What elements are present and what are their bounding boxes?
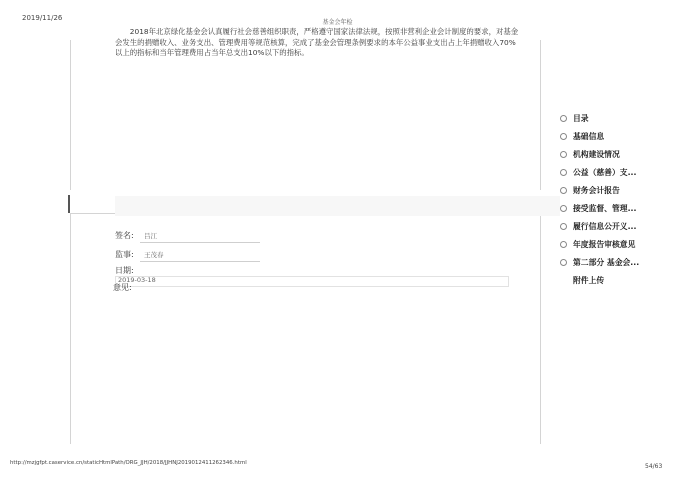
scan-band: [115, 196, 560, 216]
nav-item-7[interactable]: [560, 238, 639, 256]
supervisor-value: 王茂春: [144, 251, 164, 259]
nav-bullet-icon: [560, 223, 567, 230]
nav-item-9[interactable]: [560, 274, 639, 292]
nav-bullet-icon: [560, 259, 567, 266]
supervisor-line: [140, 261, 260, 262]
nav-bullet-icon: [560, 133, 567, 140]
supervisor-label: 监事:: [115, 250, 134, 259]
frame-left-lower: [70, 214, 71, 444]
nav-item-6[interactable]: [560, 220, 639, 238]
report-paragraph: 2018年北京绿化基金会认真履行社会慈善组织职责，严格遵守国家法律法规，按照非营利企业会计制度的要求，对基金会发生的捐赠收入、业务支出、管理费用等规范核算，完成了基金会管理条例要求的本年公益事业支出占上年捐赠收入70%以上的指标和当年管理费用占当年总支出10%以下的指标。: [115, 27, 519, 57]
signer-label: 签名:: [115, 231, 134, 240]
nav-bullet-icon: [560, 115, 567, 122]
opinion-label: 意见:: [113, 283, 132, 292]
frame-left-line: [70, 40, 71, 190]
nav-item-label: 基础信息: [573, 132, 605, 141]
frame-right-line: [540, 40, 541, 190]
nav-item-label: 第二部分 基金会...: [573, 258, 640, 267]
nav-item-label: 年度报告审核意见: [573, 240, 636, 249]
nav-item-label: 目录: [573, 114, 589, 123]
nav-item-8[interactable]: [560, 256, 639, 274]
frame-left-tick: [68, 195, 70, 213]
date-box: [115, 276, 509, 287]
nav-item-label: 机构建设情况: [573, 150, 620, 159]
nav-item-5[interactable]: [560, 202, 639, 220]
page-header-title: 基金会年检: [322, 19, 353, 26]
nav-bullet-icon: [560, 169, 567, 176]
nav-item-label: 履行信息公开义...: [573, 222, 637, 231]
print-date: 2019/11/26: [22, 14, 63, 22]
report-nav: [560, 112, 639, 292]
nav-item-3[interactable]: [560, 166, 639, 184]
signer-line: [140, 242, 260, 243]
nav-item-0[interactable]: [560, 112, 639, 130]
nav-bullet-icon: [560, 241, 567, 248]
nav-item-label: 附件上传: [573, 276, 605, 285]
nav-bullet-icon: [560, 205, 567, 212]
signer-value: 吕江: [144, 232, 157, 240]
nav-item-1[interactable]: [560, 130, 639, 148]
nav-item-label: 财务会计报告: [573, 186, 620, 195]
nav-item-4[interactable]: [560, 184, 639, 202]
date-value: 2019-03-18: [118, 276, 156, 284]
date-label: 日期:: [115, 266, 134, 275]
footer-url: http://mzjgfpt.caservice.cn/staticHtmlPath/ORG_JJH/2018/JJHNJ2019012411262346.html: [10, 460, 247, 466]
frame-right-lower: [540, 214, 541, 444]
footer-page-number: 54/63: [645, 463, 663, 470]
nav-bullet-icon: [560, 151, 567, 158]
nav-bullet-icon: [560, 187, 567, 194]
nav-item-2[interactable]: [560, 148, 639, 166]
nav-item-label: 接受监督、管理...: [573, 204, 637, 213]
nav-item-label: 公益（慈善）支...: [573, 168, 637, 177]
